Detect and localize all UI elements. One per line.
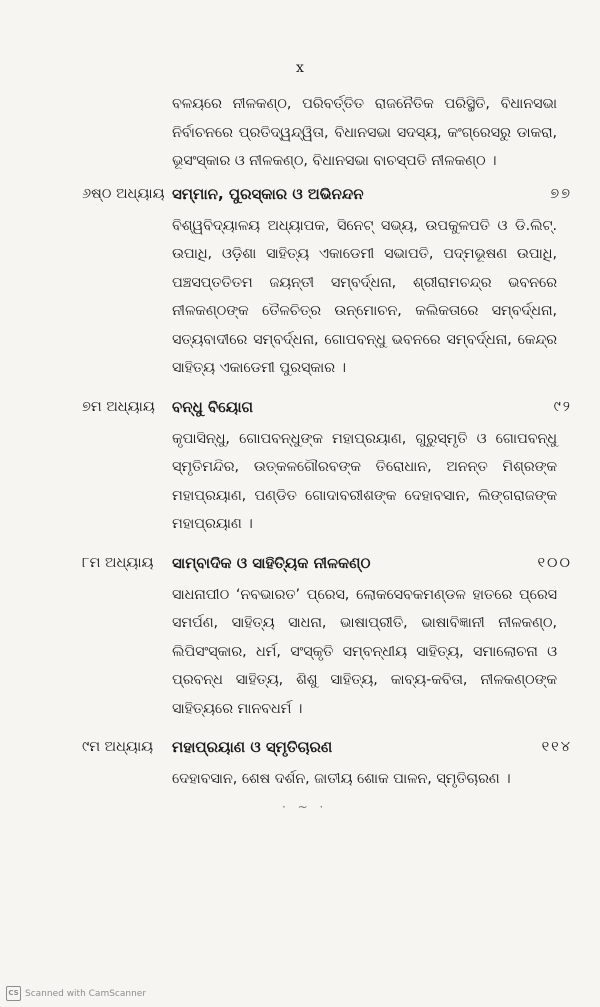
chapter-description: କୃପାସିନ୍ଧୁ, ଗୋପବନ୍ଧୁଙ୍କ ମହାପ୍ରୟାଣ, ଗୁରୁସ୍ମୃତି ଓ ଗୋପବନ୍ଧୁ ସ୍ମୃତିମନ୍ଦିର, ଉତ୍କଳଗୌରବଙ୍କ ତିରୋଧାନ, ଅନନ୍ତ ମିଶ୍ରଙ୍କ ମହାପ୍ରୟାଣ, ପଣ୍ଡିତ ଗୋଦାବରୀଶଙ୍କ ଦେହାବସାନ, ଲିଙ୍ଗରାଜଙ୍କ ମହାପ୍ରୟାଣ । — [172, 430, 557, 532]
page-number: x — [296, 60, 304, 76]
toc-entry-chapter-7 — [0, 395, 600, 539]
table-of-contents — [0, 90, 600, 794]
end-ornament: · ~ · — [282, 800, 328, 814]
chapter-description: ବଳୟରେ ନୀଳକଣ୍ଠ, ପରିବର୍ତ୍ତିତ ରାଜନୈତିକ ପରିସ୍ଥିତି, ବିଧାନସଭା ନିର୍ବାଚନରେ ପ୍ରତିଦ୍ୱନ୍ଦ୍ୱିତା, ବିଧାନସଭା ସଦସ୍ୟ, କଂଗ୍ରେସରୁ ଡାକରା, ଭୂସଂସ୍କାର ଓ ନୀଳକଣ୍ଠ, ବିଧାନସଭା ବାଚସ୍ପତି ନୀଳକଣ୍ଠ । — [172, 96, 557, 169]
scanner-watermark — [6, 986, 146, 1001]
toc-entry-chapter-6 — [0, 182, 600, 383]
toc-entry-chapter-9 — [0, 735, 600, 794]
camscanner-icon: CS — [6, 986, 21, 1001]
chapter-page-number: ୧୦୦ — [537, 554, 572, 571]
chapter-description: ସାଧନାପୀଠ ‘ନବଭାରତ’ ପ୍ରେସ, ଲୋକସେବକମଣ୍ଡଳ ହାତରେ ପ୍ରେସ ସମର୍ପଣ, ସାହିତ୍ୟ ସାଧନା, ଭାଷାପ୍ରୀତି, ଭାଷାବିଜ୍ଞାନୀ ନୀଳକଣ୍ଠ, ଲିପିସଂସ୍କାର, ଧର୍ମ, ସଂସ୍କୃତି ସମ୍ବନ୍ଧୀୟ ସାହିତ୍ୟ, ସମାଲୋଚନା ଓ ପ୍ରବନ୍ଧ ସାହିତ୍ୟ, ଶିଶୁ ସାହିତ୍ୟ, କାବ୍ୟ-କବିତା, ନୀଳକଣ୍ଠଙ୍କ ସାହିତ୍ୟରେ ମାନବଧର୍ମ । — [172, 586, 557, 717]
chapter-title: ବନ୍ଧୁ ବିୟୋଗ — [172, 397, 254, 416]
chapter-number: ୭ମ ଅଧ୍ୟାୟ — [82, 398, 155, 415]
toc-entry-chapter-8 — [0, 551, 600, 724]
chapter-page-number: ୭୭ — [550, 185, 572, 202]
chapter-description: ଦେହାବସାନ, ଶେଷ ଦର୍ଶନ, ଜାତୀୟ ଶୋକ ପାଳନ, ସ୍ମୃତିଚାରଣ । — [172, 771, 511, 787]
chapter-description: ବିଶ୍ୱବିଦ୍ୟାଳୟ ଅଧ୍ୟାପକ, ସିନେଟ୍ ସଭ୍ୟ, ଉପକୁଳପତି ଓ ଡି.ଲିଟ୍. ଉପାଧି, ଓଡ଼ିଶା ସାହିତ୍ୟ ଏକାଡେମୀ ସଭାପତି, ପଦ୍ମଭୂଷଣ ଉପାଧି, ପଞ୍ଚସପ୍ତତିତମ ଜୟନ୍ତୀ ସମ୍ବର୍ଦ୍ଧନା, ଶ୍ରୀରାମଚନ୍ଦ୍ର ଭବନରେ ନୀଳକଣ୍ଠଙ୍କ ତୈଳଚିତ୍ର ଉନ୍ମୋଚନ, କଲିକତାରେ ସମ୍ବର୍ଦ୍ଧନା, ସତ୍ୟବାଦୀରେ ସମ୍ବର୍ଦ୍ଧନା, ଗୋପବନ୍ଧୁ ଭବନରେ ସମ୍ବର୍ଦ୍ଧନା, କେନ୍ଦ୍ର ସାହିତ୍ୟ ଏକାଡେମୀ ପୁରସ୍କାର । — [172, 217, 557, 376]
chapter-title: ସାମ୍ବାଦିକ ଓ ସାହିତ୍ୟିକ ନୀଳକଣ୍ଠ — [172, 553, 371, 572]
chapter-page-number: ୧୧୪ — [541, 739, 572, 755]
chapter-number: ୯ମ ଅଧ୍ୟାୟ — [82, 739, 154, 755]
toc-entry-continuation — [0, 90, 600, 176]
chapter-page-number: ୯୨ — [553, 398, 572, 415]
chapter-title: ସମ୍ମାନ, ପୁରସ୍କାର ଓ ଅଭିନନ୍ଦନ — [172, 184, 364, 203]
chapter-number: ୮ମ ଅଧ୍ୟାୟ — [82, 554, 154, 571]
chapter-title: ମହାପ୍ରୟାଣ ଓ ସ୍ମୃତିଚାରଣ — [172, 738, 333, 756]
chapter-number: ୬ଷ୍ଠ ଅଧ୍ୟାୟ — [82, 185, 165, 202]
watermark-text: Scanned with CamScanner — [25, 988, 147, 999]
